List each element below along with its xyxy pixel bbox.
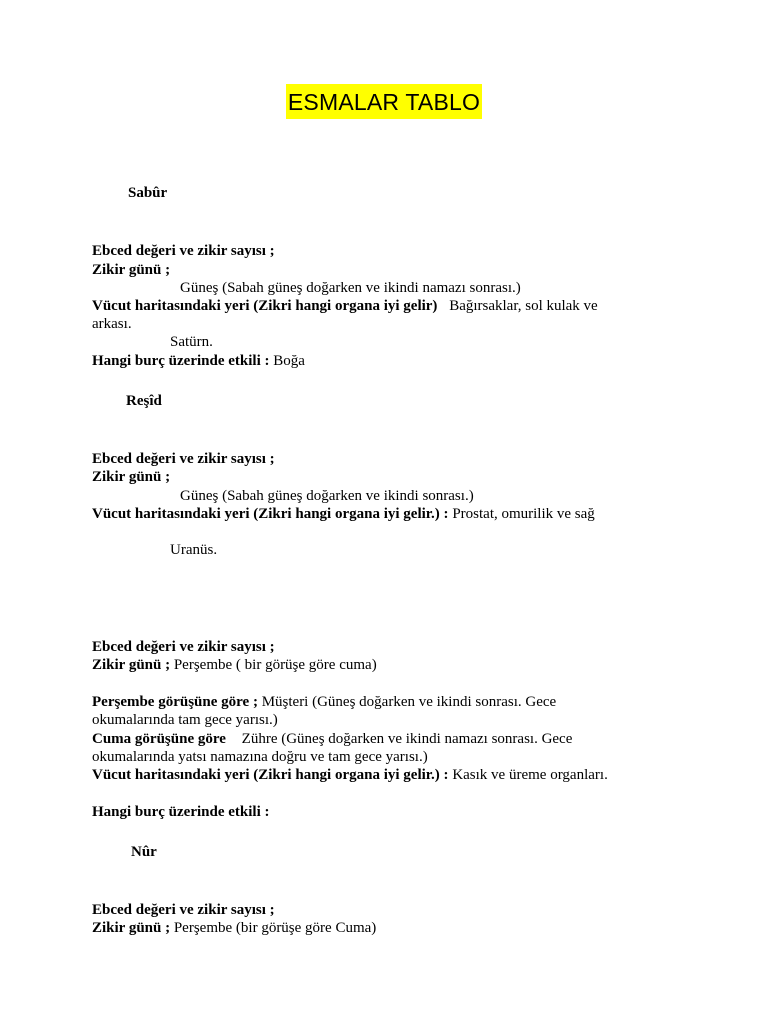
sabur-zikir-value: Güneş (Sabah güneş doğarken ve ikindi namazı sonrası.) xyxy=(180,280,521,296)
page-title: ESMALAR TABLO xyxy=(286,84,482,119)
sabur-vucut-label: Vücut haritasındaki yeri (Zikri hangi organa iyi gelir) xyxy=(92,298,438,314)
unnamed-ebced-label: Ebced değeri ve zikir sayısı ; xyxy=(92,639,275,655)
resid-vucut-value: Prostat, omurilik ve sağ xyxy=(452,506,595,522)
sabur-vucut-line xyxy=(92,297,692,315)
unnamed-burc-label: Hangi burç üzerinde etkili : xyxy=(92,804,270,820)
nur-zikir-value: Perşembe (bir görüşe göre Cuma) xyxy=(173,920,377,936)
unnamed-cuma-line xyxy=(92,730,692,748)
resid-vucut-label: Vücut haritasındaki yeri (Zikri hangi organa iyi gelir.) : xyxy=(92,506,449,522)
nur-zikir-label: Zikir günü ; xyxy=(92,920,171,936)
resid-zikir-label: Zikir günü ; xyxy=(92,469,171,485)
sabur-burc-line xyxy=(92,352,692,370)
resid-zikir-value: Güneş (Sabah güneş doğarken ve ikindi sonrası.) xyxy=(180,488,474,504)
unnamed-vucut-label: Vücut haritasındaki yeri (Zikri hangi organa iyi gelir.) : xyxy=(92,767,449,783)
sabur-burc-value: Boğa xyxy=(273,353,305,369)
resid-ebced-label: Ebced değeri ve zikir sayısı ; xyxy=(92,451,275,467)
nur-ebced-label: Ebced değeri ve zikir sayısı ; xyxy=(92,902,275,918)
sabur-ebced-label: Ebced değeri ve zikir sayısı ; xyxy=(92,243,275,259)
esma-name-resid: Reşîd xyxy=(126,393,162,409)
unnamed-vucut-value: Kasık ve üreme organları. xyxy=(452,767,608,783)
unnamed-persembe-line xyxy=(92,693,692,711)
unnamed-zikir-line xyxy=(92,656,692,674)
sabur-zikir-label: Zikir günü ; xyxy=(92,262,171,278)
sabur-vucut-value: Bağırsaklar, sol kulak ve xyxy=(449,298,598,314)
sabur-burc-label: Hangi burç üzerinde etkili : xyxy=(92,353,270,369)
unnamed-persembe-value-cont: okumalarında tam gece yarısı.) xyxy=(92,712,278,728)
unnamed-cuma-label: Cuma görüşüne göre xyxy=(92,731,226,747)
sabur-planet: Satürn. xyxy=(170,334,213,350)
sabur-vucut-value-cont: arkası. xyxy=(92,316,132,332)
unnamed-cuma-value-cont: okumalarında yatsı namazına doğru ve tam gece yarısı.) xyxy=(92,749,428,765)
unnamed-vucut-line xyxy=(92,766,692,784)
esma-name-sabur: Sabûr xyxy=(128,185,168,201)
unnamed-persembe-value: Müşteri (Güneş doğarken ve ikindi sonrası. Gece xyxy=(261,694,557,710)
unnamed-zikir-label: Zikir günü ; xyxy=(92,657,171,673)
unnamed-zikir-value: Perşembe ( bir görüşe göre cuma) xyxy=(173,657,377,673)
title-block xyxy=(0,84,768,119)
unnamed-cuma-value: Zühre (Güneş doğarken ve ikindi namazı sonrası. Gece xyxy=(241,731,573,747)
resid-vucut-line xyxy=(92,505,692,523)
nur-zikir-line xyxy=(92,919,692,937)
esma-name-nur: Nûr xyxy=(131,844,157,860)
resid-planet: Uranüs. xyxy=(170,542,218,558)
unnamed-persembe-label: Perşembe görüşüne göre ; xyxy=(92,694,258,710)
